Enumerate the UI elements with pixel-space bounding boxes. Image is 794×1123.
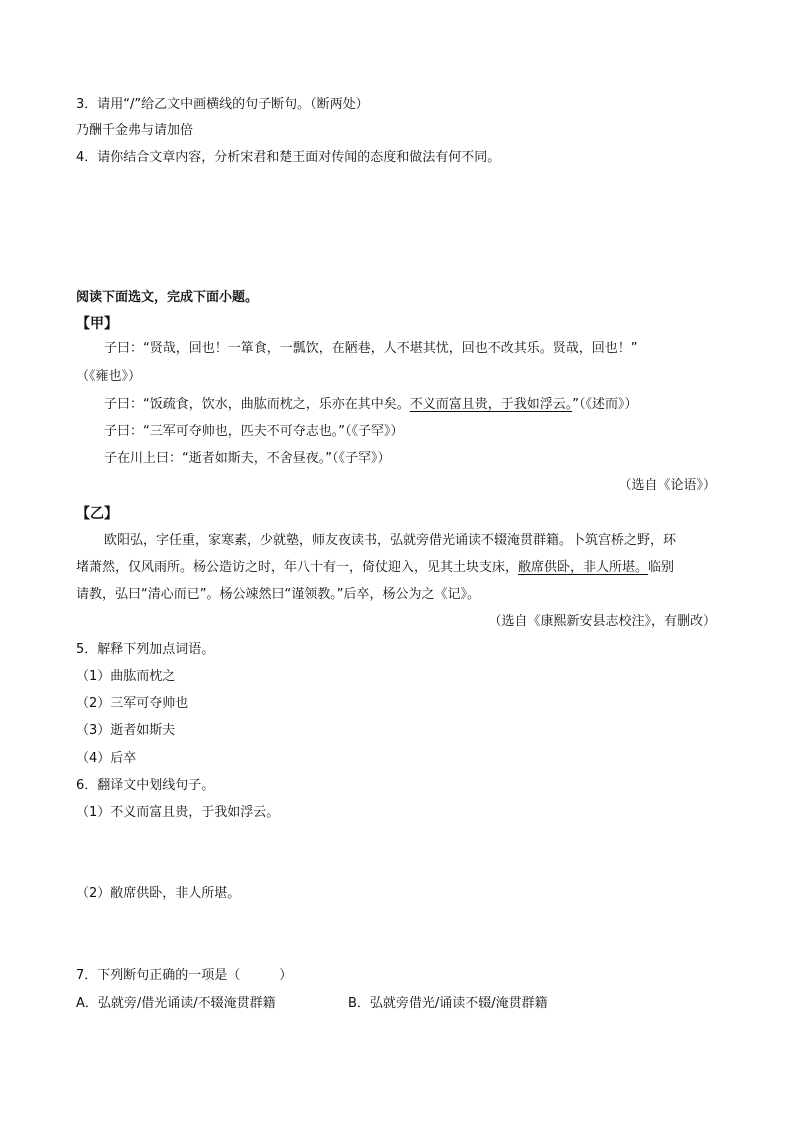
q5-item-2: （2）三军可夺帅也 — [76, 696, 189, 711]
q5-item-3: （3）逝者如斯夫 — [76, 723, 176, 738]
q5-item-4: （4）后卒 — [76, 751, 137, 766]
q7-option-a: A．弘就旁/借光诵读/不辍淹贯群籍 — [76, 996, 276, 1011]
yi-line1: 欧阳弘，字任重，家寒素，少就塾，师友夜读书，弘就旁借光诵读不辍淹贯群籍。卜筑宫桥之野，环 — [104, 533, 677, 548]
jia-p1: 子曰：“贤哉，回也！一箪食，一瓢饮，在陋巷，人不堪其忧，回也不改其乐。贤哉，回也！” — [104, 341, 638, 356]
jia-source: （选自《论语》） — [618, 478, 716, 493]
yi-line2-underlined: 敝席供卧，非人所堪。 — [518, 560, 649, 575]
yi-line3: 请教，弘曰“清心而已”。杨公竦然曰“谨领教。”后卒，杨公为之《记》。 — [76, 587, 480, 602]
yi-line2 — [76, 559, 674, 577]
yi-line2-start: 堵萧然，仅风雨所。杨公造访之时，年八十有一，倚仗迎入，见其土块支床， — [76, 560, 519, 575]
reading-instruction: 阅读下面选文，完成下面小题。 — [76, 290, 259, 305]
jia-p2-start: 子曰：“饭疏食，饮水，曲肱而枕之，乐亦在其中矣。 — [104, 397, 410, 412]
q6-item-2: （2）敝席供卧，非人所堪。 — [76, 886, 241, 901]
yi-line2-end: 临别 — [648, 560, 675, 575]
jia-p1-source: （《雍也》） — [76, 369, 142, 384]
q6-item-1: （1）不义而富且贵，于我如浮云。 — [76, 805, 280, 820]
jia-p2 — [104, 396, 638, 414]
q6-prompt: 6．翻译文中划线句子。 — [76, 778, 215, 793]
q5-item-1: （1）曲肱而枕之 — [76, 669, 176, 684]
yi-label: 【乙】 — [76, 506, 118, 522]
jia-p3: 子曰：“三军可夺帅也，匹夫不可夺志也。”（《子罕》） — [104, 424, 404, 439]
jia-p2-end: ”（《述而》） — [572, 397, 638, 412]
q7-prompt: 7．下列断句正确的一项是（ ） — [76, 968, 293, 983]
q4-prompt: 4．请你结合文章内容，分析宋君和楚王面对传闻的态度和做法有何不同。 — [76, 150, 501, 165]
jia-label: 【甲】 — [76, 316, 118, 332]
yi-source: （选自《康熙新安县志校注》，有删改） — [488, 614, 716, 629]
q7-option-b: B．弘就旁借光/诵读不辍/淹贯群籍 — [348, 996, 548, 1011]
jia-p2-underlined: 不义而富且贵，于我如浮云。 — [409, 397, 573, 412]
q3-prompt: 3．请用“/”给乙文中画横线的句子断句。（断两处） — [76, 97, 369, 112]
q3-sentence: 乃酬千金弗与请加倍 — [76, 123, 194, 138]
q5-prompt: 5．解释下列加点词语。 — [76, 642, 215, 657]
jia-p4: 子在川上曰：“逝者如斯夫，不舍昼夜。”（《子罕》） — [104, 451, 391, 466]
